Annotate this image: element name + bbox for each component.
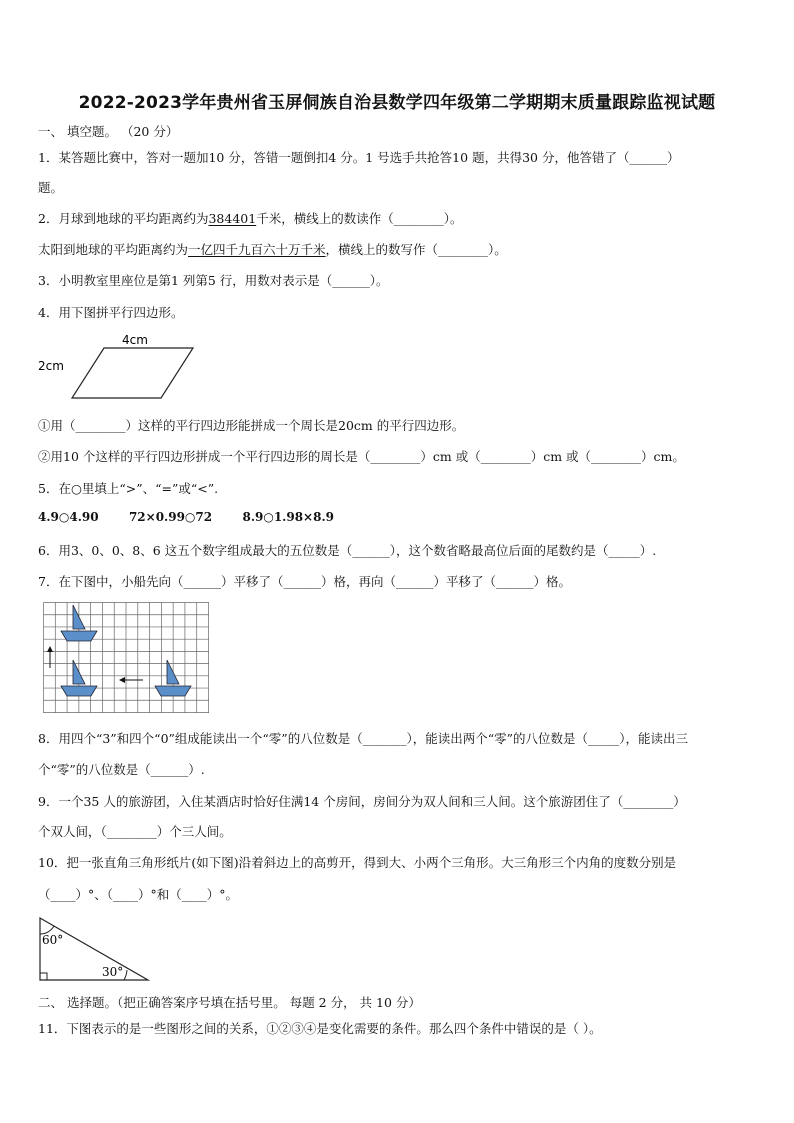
boat-grid-figure xyxy=(43,602,210,714)
parallelogram-shape xyxy=(72,348,193,398)
q5-item-3: 8.9○1.98×8.9 xyxy=(242,510,334,524)
question-2-line-1 xyxy=(38,209,462,227)
question-10-line-1: 10．把一张直角三角形纸片(如下图)沿着斜边上的高剪开，得到大、小两个三角形。大三角形三个内角的度数分别是 xyxy=(38,855,677,870)
question-9-line-1: 9．一个35 人的旅游团，入住某酒店时恰好住满14 个房间，房间分为双人间和三人间。这个旅游团住了（________） xyxy=(38,794,686,809)
question-4-part-2: ②用10 个这样的平行四边形拼成一个平行四边形的周长是（________）cm 或（________）cm 或（________）cm。 xyxy=(38,449,685,464)
question-8-line-1: 8．用四个“3”和四个“0”组成能读出一个“零”的八位数是（_______），能读出两个“零”的八位数是（_____），能读出三 xyxy=(38,731,688,746)
question-7: 7．在下图中，小船先向（______）平移了（______）格，再向（______）平移了（______）格。 xyxy=(38,574,571,589)
right-triangle-figure xyxy=(36,912,156,984)
question-3: 3．小明教室里座位是第1 列第5 行，用数对表示是（______）。 xyxy=(38,273,389,288)
arrow-left-icon xyxy=(119,677,143,683)
parallelogram-svg xyxy=(36,328,206,408)
q2a-suffix: 千米，横线上的数读作（________）。 xyxy=(256,211,463,226)
question-8-line-2: 个“零”的八位数是（______）. xyxy=(38,762,205,777)
q2a-number: 384401 xyxy=(208,211,257,226)
boat-grid-svg xyxy=(43,602,210,714)
q2b-number: 一亿四千九百六十万千米 xyxy=(188,242,326,257)
parallelogram-figure xyxy=(36,328,206,408)
q5-item-1: 4.9○4.90 xyxy=(38,510,99,524)
arrow-up-icon xyxy=(47,646,53,668)
question-2-line-2 xyxy=(38,240,507,258)
parallelogram-top-label: 4cm xyxy=(122,333,148,347)
question-5-items xyxy=(38,510,334,524)
section-1-heading: 一、 填空题。 （20 分） xyxy=(38,124,179,139)
q2a-prefix: 2．月球到地球的平均距离约为 xyxy=(38,211,209,226)
angle-label-30: 30° xyxy=(102,965,124,979)
angle-label-60: 60° xyxy=(42,933,64,947)
angle-arc-right xyxy=(124,970,127,980)
right-angle-marker xyxy=(40,973,47,980)
parallelogram-left-label: 2cm xyxy=(38,359,64,373)
q2b-prefix: 太阳到地球的平均距离约为 xyxy=(38,242,189,257)
exam-title: 2022-2023学年贵州省玉屏侗族自治县数学四年级第二学期期末质量跟踪监视试题 xyxy=(78,93,716,113)
question-4: 4．用下图拼平行四边形。 xyxy=(38,305,184,320)
right-triangle-svg xyxy=(36,912,156,984)
section-2-heading: 二、 选择题。（把正确答案序号填在括号里。 每题 2 分， 共 10 分） xyxy=(38,995,421,1010)
question-6: 6．用3、0、0、8、6 这五个数字组成最大的五位数是（______），这个数省略最高位后面的尾数约是（_____）. xyxy=(38,543,657,558)
question-4-part-1: ①用（________）这样的平行四边形能拼成一个周长是20cm 的平行四边形。 xyxy=(38,418,465,433)
question-5: 5．在○里填上“>”、“=”或“<”. xyxy=(38,481,219,496)
q2b-suffix: ，横线上的数写作（________）。 xyxy=(325,242,507,257)
q5-item-2: 72×0.99○72 xyxy=(128,510,213,524)
question-11: 11．下图表示的是一些图形之间的关系，①②③④是变化需要的条件。那么四个条件中错误的是（ ）。 xyxy=(38,1021,602,1036)
question-9-line-2: 个双人间，（________）个三人间。 xyxy=(38,824,232,839)
triangle-shape xyxy=(40,918,148,980)
question-1-line-1: 1．某答题比赛中，答对一题加10 分，答错一题倒扣4 分。1 号选手共抢答10 题，共得30 分，他答错了（______） xyxy=(38,150,680,165)
grid-lines xyxy=(44,603,210,714)
question-1-line-2: 题。 xyxy=(38,180,64,195)
question-10-line-2: （____）°、（____）°和（____）°。 xyxy=(38,887,239,902)
